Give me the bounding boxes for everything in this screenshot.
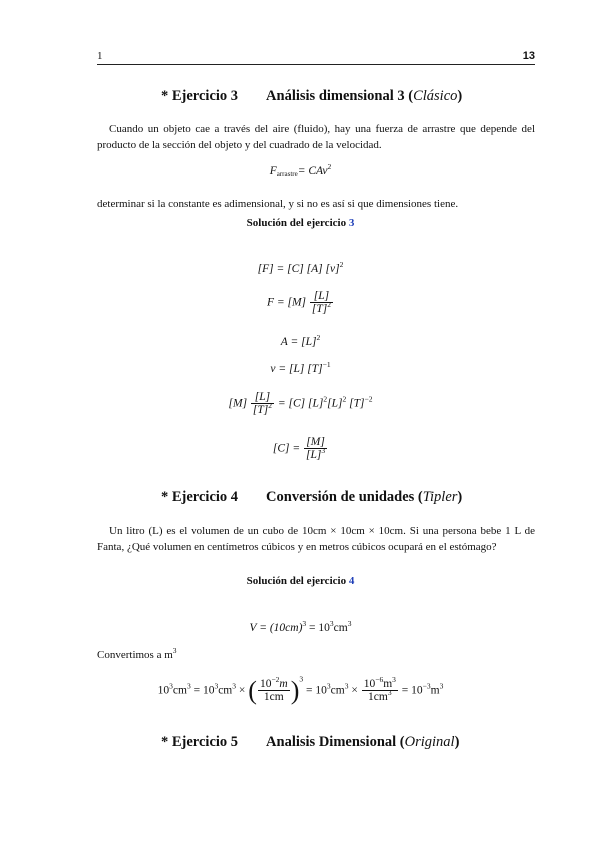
exercise-5-title: * Ejercicio 5 Analisis Dimensional (Original) bbox=[161, 734, 460, 750]
solution-4-conversion-equation: $10^3cm^3 = 10^3cm^3$ × ( $\frac{10^{-2}m}{1cm}$ )$^3 = 10^3cm^3$ × $\frac{10^{-6}m^3}{1cm^3}$ = $10^{-3}m^3$ bbox=[157, 674, 444, 705]
exercise-3-question: determinar si la constante es adimensional, y si no es así si que dimensiones tiene. bbox=[97, 198, 459, 210]
solution-4-volume-equation: $V = (10cm)^3 = 10^3cm^3$ bbox=[249, 619, 352, 634]
header-rule bbox=[97, 64, 535, 65]
solution-3-step-1: [F] = [C] [A] $[v]^2$ bbox=[257, 260, 344, 275]
exercise-4-ref-link[interactable]: 4 bbox=[348, 575, 355, 587]
exercise-5-source: Original bbox=[404, 734, 455, 750]
exercise-4-paragraph: Un litro (L) es el volumen de un cubo de 10cm × 10cm × 10cm. Si una persona bebe 1 L de Fanta, ¿Qué volumen en centímetros cúbicos y en metros cúbicos ocupará en el estómago? bbox=[97, 525, 535, 553]
solution-3-step-4: v = [L] $[T]^{-1}$ bbox=[270, 360, 331, 375]
exercise-3-number: * Ejercicio 3 bbox=[161, 88, 239, 104]
exercise-4-heading: Conversión de unidades ( bbox=[266, 489, 423, 505]
exercise-3-source: Clásico bbox=[413, 88, 458, 104]
exercise-3-heading: Análisis dimensional 3 ( bbox=[266, 88, 414, 104]
exercise-4-number: * Ejercicio 4 bbox=[161, 489, 239, 505]
exercise-3-paragraph: Cuando un objeto cae a través del aire (fluido), hay una fuerza de arrastre que depende del producto de la sección del objeto y del cuadrado de la velocidad. bbox=[97, 123, 535, 151]
exercise-5-number: * Ejercicio 5 bbox=[161, 734, 239, 750]
drag-force-equation: $F_{arrastre}= CAv^2$ bbox=[269, 162, 332, 178]
exercise-3-title: * Ejercicio 3 Análisis dimensional 3 (Clásico) bbox=[161, 88, 463, 104]
page-number: 13 bbox=[522, 50, 535, 62]
solution-3-step-3: $A = [L]^2$ bbox=[280, 333, 321, 348]
exercise-4-source: Tipler bbox=[422, 489, 458, 505]
exercise-4-title: * Ejercicio 4 Conversión de unidades (Tipler) bbox=[161, 489, 463, 505]
exercise-3-ref-link[interactable]: 3 bbox=[348, 217, 355, 229]
exercise-4-solution-label: Solución del ejercicio 4 bbox=[246, 575, 355, 587]
page-header-left: 1 bbox=[97, 50, 103, 62]
convert-text: Convertimos a $m^3$ bbox=[97, 646, 177, 661]
exercise-5-heading: Analisis Dimensional ( bbox=[266, 734, 405, 750]
solution-3-step-6: [C] = $\frac{[M]}{[L]^3}$ bbox=[272, 436, 326, 461]
exercise-3-solution-label: Solución del ejercicio 3 bbox=[246, 217, 355, 229]
solution-3-step-2: F = [M] $\frac{[L]}{[T]^2}$ bbox=[266, 290, 332, 315]
solution-3-step-5: [M] $\frac{[L]}{[T]^2}$ = [C] $[L]^2[L]^2$ $[T]^{-2}$ bbox=[228, 391, 373, 416]
